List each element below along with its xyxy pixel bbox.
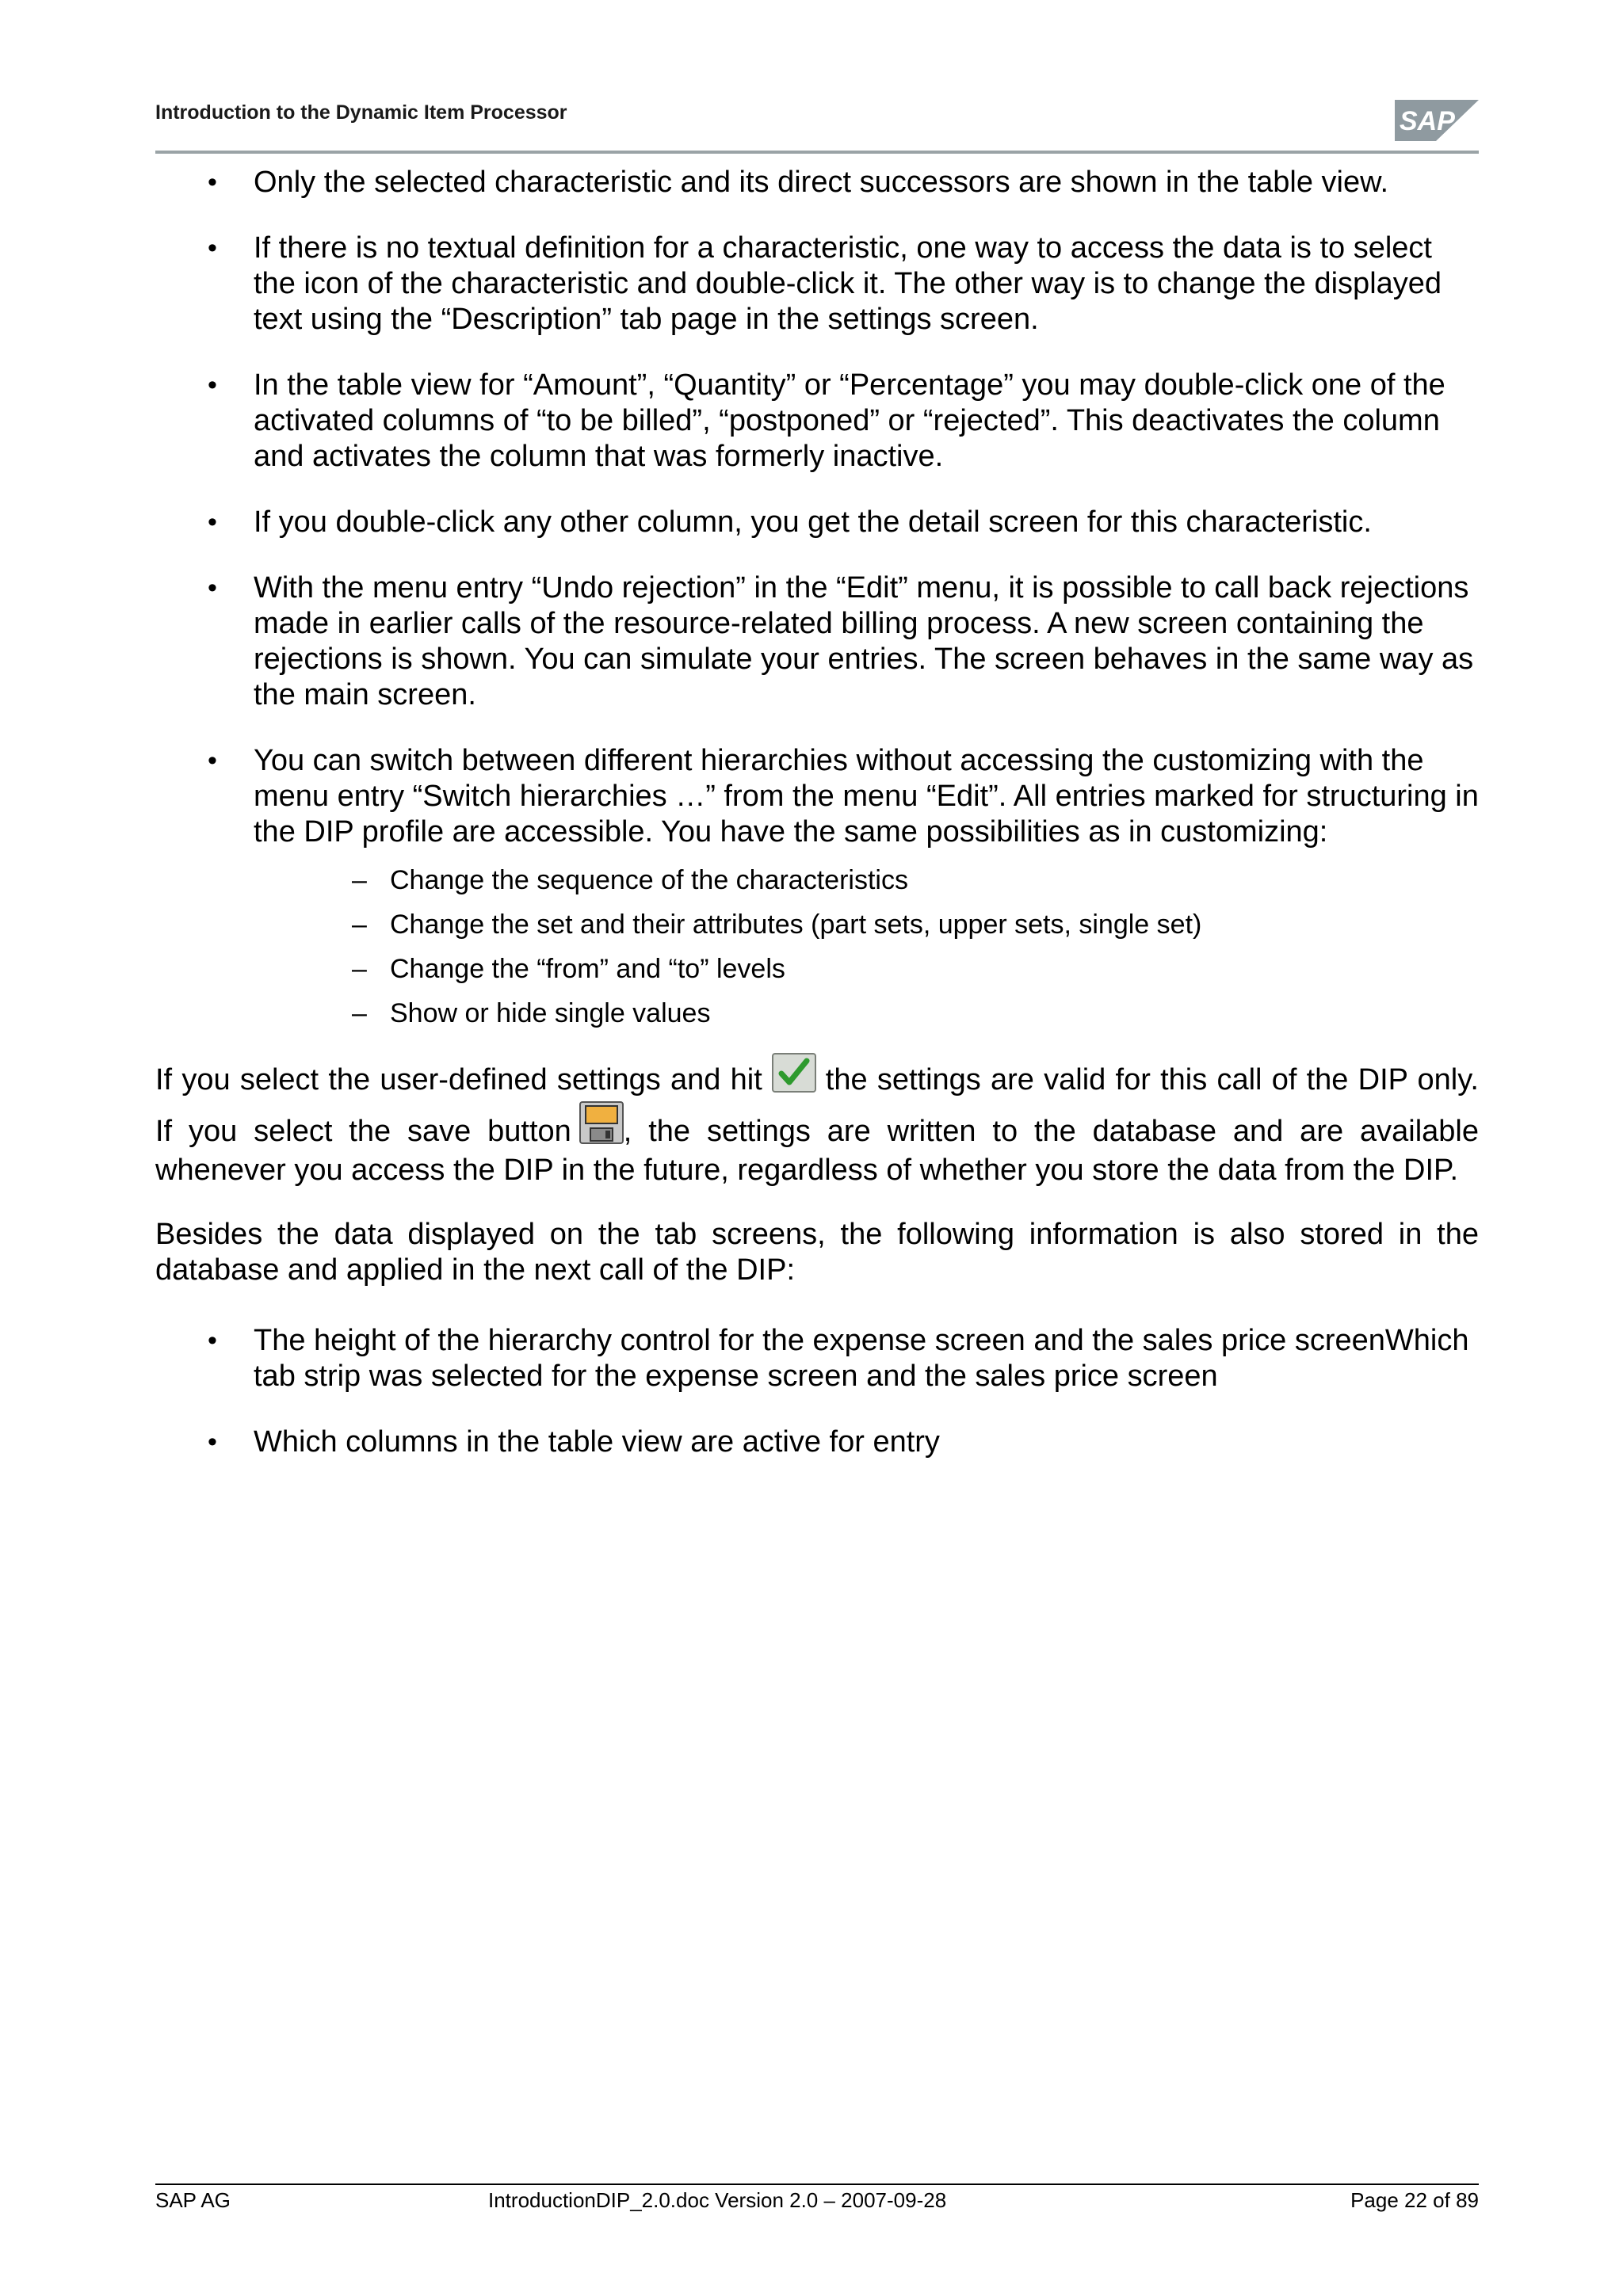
list-item: [155, 1323, 1479, 1394]
bullet-dot: •: [208, 746, 217, 776]
bullet-dot: •: [208, 167, 217, 197]
list-item: [155, 743, 1479, 1035]
list-item-text: In the table view for “Amount”, “Quantity” or “Percentage” you may double-click one of the activated columns of “to be billed”, “postponed” or “rejected”. This deactivates the column and activates the column that was formerly inactive.: [254, 368, 1445, 473]
list-item-text: Only the selected characteristic and its direct successors are shown in the table view.: [254, 166, 1389, 199]
sub-list-item: [254, 947, 1479, 991]
bullet-list-bottom: [155, 1323, 1479, 1460]
list-item: [155, 231, 1479, 338]
stored-info-paragraph: Besides the data displayed on the tab screens, the following information is also stored in the database and applied in the next call of the DIP:: [155, 1218, 1479, 1287]
list-item-text: You can switch between different hierarchies without accessing the customizing with the menu entry “Switch hierarchies …” from the menu “Edit”. All entries marked for structuring in the DIP profile are accessible. You have the same possibilities as in customizing:: [254, 744, 1479, 849]
list-item-text: If there is no textual definition for a characteristic, one way to access the data is to select the icon of the characteristic and double-click it. The other way is to change the displayed text using the “Description” tab page in the settings screen.: [254, 231, 1442, 336]
dash-marker: –: [352, 954, 367, 984]
list-item: [155, 505, 1479, 540]
dash-marker: –: [352, 998, 367, 1028]
list-item: [155, 368, 1479, 475]
sub-list-item: [254, 902, 1479, 947]
list-item-text: Which columns in the table view are active for entry: [254, 1425, 940, 1459]
bullet-list-top: [155, 165, 1479, 1035]
sub-list-item: [254, 991, 1479, 1035]
paragraph-text: the settings are valid for this call of the DIP only. If you select the save button: [155, 1063, 1479, 1148]
sub-list-item-text: Change the set and their attributes (part sets, upper sets, single set): [390, 910, 1202, 940]
sap-logo: [1395, 98, 1479, 143]
sub-list-item-text: Change the sequence of the characteristics: [390, 865, 908, 895]
settings-paragraph: [155, 1053, 1479, 1188]
bullet-dot: •: [208, 1325, 217, 1356]
footer-document-version: IntroductionDIP_2.0.doc Version 2.0 – 2007-09-28: [488, 2188, 947, 2212]
sub-list-item-text: Show or hide single values: [390, 998, 711, 1028]
document-header-title: Introduction to the Dynamic Item Processor: [155, 101, 567, 124]
sub-list-item: [254, 858, 1479, 902]
bullet-dot: •: [208, 573, 217, 603]
list-item: [155, 165, 1479, 200]
green-checkmark-icon: [772, 1053, 816, 1101]
footer-page-number: Page 22 of 89: [1350, 2188, 1479, 2212]
list-item-text: If you double-click any other column, you get the detail screen for this characteristic.: [254, 505, 1372, 539]
bullet-dot: •: [208, 233, 217, 263]
paragraph-text: If you select the user-defined settings and hit: [155, 1063, 762, 1097]
bullet-dot: •: [208, 507, 217, 537]
list-item-text: The height of the hierarchy control for the expense screen and the sales price screenWhich tab strip was selected for the expense screen and the sales price screen: [254, 1324, 1469, 1393]
paragraph-text: , the settings are written to the database and are available whenever you access the DIP in the future, regardless of whether you store the data from the DIP.: [155, 1115, 1479, 1187]
footer-divider: [155, 2183, 1479, 2185]
list-item: [155, 1425, 1479, 1460]
header-divider: [155, 151, 1479, 154]
floppy-disk-save-icon: [579, 1101, 624, 1153]
dash-marker: –: [352, 865, 367, 895]
list-item: [155, 570, 1479, 713]
bullet-dot: •: [208, 370, 217, 400]
sap-logo-text: SAP: [1400, 106, 1455, 136]
sub-list-item-text: Change the “from” and “to” levels: [390, 954, 785, 984]
list-item-text: With the menu entry “Undo rejection” in the “Edit” menu, it is possible to call back rejections made in earlier calls of the resource-related billing process. A new screen containing the rejections is shown. You can simulate your entries. The screen behaves in the same way as the main screen.: [254, 571, 1474, 711]
sub-list: [254, 858, 1479, 1035]
bullet-dot: •: [208, 1427, 217, 1457]
footer-company: SAP AG: [155, 2188, 231, 2212]
dash-marker: –: [352, 910, 367, 940]
document-body: [155, 165, 1479, 1490]
